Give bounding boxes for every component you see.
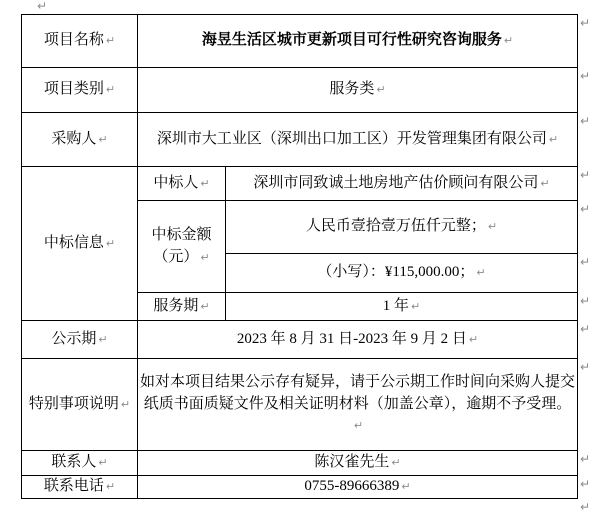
purchaser-label-cell bbox=[22, 113, 138, 167]
bid-amount-words-cell bbox=[226, 201, 578, 254]
project-category-row bbox=[22, 68, 578, 113]
project-category-label: 项目类别 bbox=[43, 81, 104, 98]
paragraph-mark-icon: ↵ bbox=[353, 419, 364, 433]
paragraph-mark-icon: ↵ bbox=[200, 176, 210, 190]
paragraph-mark-icon: ↵ bbox=[468, 332, 479, 346]
project-category-label-cell bbox=[22, 68, 138, 113]
contact-phone-row bbox=[22, 476, 578, 499]
purchaser-row bbox=[22, 113, 578, 167]
special-notes-label-cell bbox=[22, 359, 138, 451]
contact-person-value: 陈汉雀先生 bbox=[314, 454, 390, 471]
bid-result-table bbox=[21, 14, 578, 499]
paragraph-mark-icon: ↵ bbox=[105, 236, 116, 250]
service-period-value-cell bbox=[226, 293, 578, 321]
bid-amount-figures: （小写）：¥115,000.00； bbox=[317, 264, 475, 281]
paragraph-mark-icon: ↵ bbox=[487, 220, 498, 234]
paragraph-mark-icon: ↵ bbox=[580, 69, 591, 83]
project-category-value-cell bbox=[138, 68, 578, 113]
bid-amount-label-line2: （元） bbox=[153, 248, 199, 265]
service-period-label: 服务期 bbox=[153, 297, 199, 314]
contact-person-row bbox=[22, 451, 578, 476]
contact-phone-value-cell bbox=[138, 476, 578, 499]
bid-winner-label-cell bbox=[138, 167, 226, 201]
project-name-value: 海昱生活区城市更新项目可行性研究咨询服务 bbox=[201, 32, 502, 49]
bid-winner-label: 中标人 bbox=[153, 174, 199, 191]
paragraph-mark-icon: ↵ bbox=[476, 266, 486, 280]
bid-amount-label-line1: 中标金额 bbox=[151, 226, 212, 243]
paragraph-mark-icon: ↵ bbox=[580, 114, 591, 128]
service-period-value: 1 年 bbox=[382, 297, 410, 314]
special-notes-row bbox=[22, 359, 578, 451]
paragraph-mark-icon: ↵ bbox=[120, 397, 131, 411]
paragraph-mark-icon: ↵ bbox=[580, 16, 591, 30]
contact-person-value-cell bbox=[138, 451, 578, 476]
paragraph-mark-icon: ↵ bbox=[580, 500, 591, 514]
paragraph-mark-icon: ↵ bbox=[580, 360, 591, 374]
paragraph-mark-icon: ↵ bbox=[540, 176, 550, 190]
project-category-value: 服务类 bbox=[329, 81, 375, 98]
publicity-period-row bbox=[22, 321, 578, 359]
bid-winner-value-cell bbox=[226, 167, 578, 201]
contact-phone-label: 联系电话 bbox=[43, 478, 104, 494]
project-name-label: 项目名称 bbox=[43, 32, 104, 49]
bid-info-label-cell bbox=[22, 167, 138, 321]
purchaser-value-cell bbox=[138, 113, 578, 167]
paragraph-mark-icon: ↵ bbox=[98, 456, 108, 470]
purchaser-label: 采购人 bbox=[51, 130, 97, 147]
service-period-label-cell bbox=[138, 293, 226, 321]
paragraph-mark-icon: ↵ bbox=[105, 480, 116, 493]
paragraph-mark-icon: ↵ bbox=[580, 202, 591, 216]
paragraph-mark-icon: ↵ bbox=[105, 34, 116, 48]
paragraph-mark-icon: ↵ bbox=[200, 250, 210, 264]
purchaser-value: 深圳市大工业区（深圳出口加工区）开发管理集团有限公司 bbox=[156, 130, 547, 147]
special-notes-value: 如对本项目结果公示存有疑异，请于公示期工作时间向采购人提交纸质书面质疑文件及相关证明材料（加盖公章），逾期不予受理。 bbox=[140, 373, 576, 412]
publicity-period-value: 2023 年 8 月 31 日-2023 年 9 月 2 日 bbox=[236, 330, 467, 347]
paragraph-mark-icon: ↵ bbox=[548, 132, 559, 146]
project-name-row bbox=[22, 15, 578, 68]
publicity-period-value-cell bbox=[138, 321, 578, 359]
special-notes-value-cell bbox=[138, 359, 578, 451]
bid-winner-row bbox=[22, 167, 578, 201]
paragraph-mark-icon: ↵ bbox=[376, 83, 386, 97]
publicity-period-label: 公示期 bbox=[51, 330, 97, 347]
paragraph-mark-icon: ↵ bbox=[98, 332, 108, 346]
project-name-label-cell bbox=[22, 15, 138, 68]
paragraph-mark-icon: ↵ bbox=[580, 294, 591, 308]
bid-amount-label-cell bbox=[138, 201, 226, 293]
contact-phone-label-cell bbox=[22, 476, 138, 499]
bid-winner-value: 深圳市同致诚土地房地产估价顾问有限公司 bbox=[253, 174, 539, 191]
paragraph-mark-icon: ↵ bbox=[391, 456, 401, 470]
paragraph-mark-icon: ↵ bbox=[580, 255, 591, 269]
paragraph-mark-icon: ↵ bbox=[503, 34, 514, 48]
paragraph-mark-icon: ↵ bbox=[37, 0, 48, 13]
paragraph-mark-icon: ↵ bbox=[580, 322, 591, 336]
bid-info-label: 中标信息 bbox=[43, 234, 104, 251]
project-name-value-cell bbox=[138, 15, 578, 68]
paragraph-mark-icon: ↵ bbox=[98, 132, 108, 146]
paragraph-mark-icon: ↵ bbox=[401, 480, 411, 493]
bid-amount-words: 人民币壹拾壹万伍仟元整； bbox=[305, 218, 486, 235]
paragraph-mark-icon: ↵ bbox=[580, 452, 591, 466]
paragraph-mark-icon: ↵ bbox=[580, 168, 591, 182]
publicity-period-label-cell bbox=[22, 321, 138, 359]
paragraph-mark-icon: ↵ bbox=[580, 477, 591, 491]
paragraph-mark-icon: ↵ bbox=[105, 83, 116, 97]
paragraph-mark-icon: ↵ bbox=[411, 299, 421, 313]
contact-phone-value: 0755-89666389 bbox=[304, 478, 400, 494]
paragraph-mark-icon: ↵ bbox=[200, 299, 210, 313]
contact-person-label-cell bbox=[22, 451, 138, 476]
bid-amount-figures-cell bbox=[226, 254, 578, 293]
special-notes-label: 特别事项说明 bbox=[28, 395, 119, 412]
contact-person-label: 联系人 bbox=[51, 454, 97, 471]
